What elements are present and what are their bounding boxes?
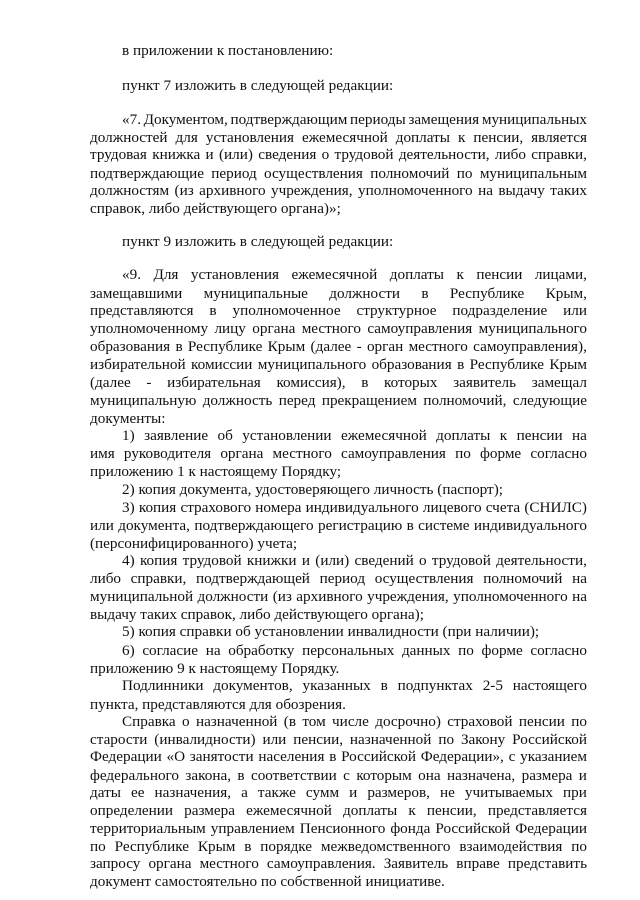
word: полномочий,: [423, 392, 507, 409]
word: ежемесячной: [302, 129, 388, 146]
text-line: [122, 266, 587, 284]
word: ежемесячной: [291, 266, 378, 283]
word: прекращением: [321, 392, 418, 409]
word: указанных: [302, 677, 371, 694]
word: лицу: [214, 320, 246, 337]
word: о: [182, 713, 190, 730]
word: муниципальным: [479, 165, 587, 182]
text-line: [90, 820, 587, 838]
word: 4): [122, 552, 135, 569]
word: или: [563, 302, 587, 319]
word: установления: [190, 266, 280, 283]
word: федерального: [90, 767, 179, 784]
word: полномочий: [370, 165, 450, 182]
text-line: приложению 9 к настоящему Порядку.: [90, 660, 340, 677]
word: том: [302, 713, 326, 730]
word: Крым: [197, 838, 236, 855]
word: по: [571, 838, 587, 855]
word: следующие: [512, 392, 587, 409]
word: таких: [550, 182, 587, 199]
text-line: [90, 855, 587, 873]
word: трудовой: [182, 552, 242, 569]
word: Российской: [341, 748, 416, 765]
word: назначенной: [195, 713, 278, 730]
word: (далее: [310, 338, 352, 355]
word: 1): [122, 427, 135, 444]
word: персональных: [302, 642, 395, 659]
word: на: [572, 427, 587, 444]
word: и: [205, 146, 214, 163]
word: в: [329, 748, 337, 765]
word: Российской: [435, 820, 511, 837]
word: образования: [90, 338, 171, 355]
word: Справка: [122, 713, 176, 730]
word: доплаты: [343, 802, 398, 819]
text-line: [90, 182, 587, 200]
word: или: [90, 517, 114, 534]
word: согласие: [142, 642, 199, 659]
word: сведений: [354, 552, 414, 569]
word: должности: [329, 285, 401, 302]
word: орган: [366, 338, 404, 355]
word: назначена,: [447, 767, 516, 784]
word: «9.: [122, 266, 141, 283]
text-line: пункт 9 изложить в следующей редакции:: [122, 233, 394, 250]
word: в: [380, 677, 388, 694]
word: по: [571, 713, 587, 730]
text-line: [122, 111, 587, 129]
word: Федерации: [90, 748, 162, 765]
word: населения: [258, 748, 325, 765]
text-line: [90, 802, 587, 820]
word: она: [418, 767, 441, 784]
word: муниципальную: [90, 392, 197, 409]
text-line: [122, 713, 587, 731]
word: Республике: [187, 338, 263, 355]
word: в: [361, 374, 369, 391]
word: подтверждающей: [196, 570, 310, 587]
word: для: [175, 129, 198, 146]
word: книжка: [152, 146, 201, 163]
word: ежемесячной: [340, 427, 427, 444]
word: (инвалидности): [154, 731, 256, 748]
word: Республике: [449, 285, 525, 302]
word: учитываемых: [464, 784, 553, 801]
word: либо: [90, 570, 122, 587]
word: самоуправления: [341, 445, 446, 462]
word: досрочно): [375, 713, 441, 730]
word: Российской: [512, 731, 587, 748]
word: -: [146, 374, 152, 391]
word: копия: [139, 552, 178, 569]
word: Пенсионного: [299, 820, 386, 837]
text-line: приложению 1 к настоящему Порядку;: [90, 463, 342, 480]
text-line: [90, 392, 587, 410]
word: системе: [418, 517, 470, 534]
text-line: [90, 445, 587, 463]
word: об: [217, 427, 233, 444]
word: местного: [408, 338, 468, 355]
word: подпунктах: [397, 677, 473, 694]
word: межведомственного: [320, 838, 451, 855]
word: ее: [130, 784, 145, 801]
word: учреждения,: [367, 588, 449, 605]
word: заявитель: [453, 374, 517, 391]
word: деятельности,: [398, 146, 490, 163]
text-line: в приложении к постановлению:: [122, 42, 334, 59]
text-line: [90, 338, 587, 356]
word: образования: [371, 356, 452, 373]
word: согласно: [530, 642, 587, 659]
word: также: [257, 784, 296, 801]
word: на: [572, 588, 587, 605]
word: определении: [90, 802, 174, 819]
word: Крым: [267, 338, 306, 355]
word: индивидуального: [473, 517, 587, 534]
word: размера: [521, 767, 573, 784]
word: трудовой: [431, 552, 491, 569]
word: местного: [301, 320, 361, 337]
word: замещал: [531, 374, 587, 391]
word: местного: [199, 855, 259, 872]
word: пенсии,: [293, 731, 344, 748]
word: (в: [283, 713, 296, 730]
word: должности: [197, 588, 269, 605]
text-line: [90, 129, 587, 147]
text-line: выдачу таких справок, либо действующего органа);: [90, 606, 424, 623]
word: порядке: [260, 838, 313, 855]
word: соответствии: [250, 767, 337, 784]
word: которым: [356, 767, 412, 784]
word: местного: [272, 445, 332, 462]
word: числе: [332, 713, 369, 730]
word: (СНИЛС): [524, 499, 587, 516]
word: установлении: [242, 427, 332, 444]
word: фонда: [390, 820, 431, 837]
word: муниципального: [257, 356, 367, 373]
text-line: [90, 517, 587, 535]
text-line: [90, 748, 587, 766]
word: номера: [255, 499, 302, 516]
word: избирательной: [90, 356, 186, 373]
word: является: [531, 129, 587, 146]
word: период: [319, 570, 366, 587]
word: -: [356, 338, 362, 355]
word: выдачу: [498, 182, 545, 199]
word: сумм: [305, 784, 340, 801]
word: на: [205, 642, 221, 659]
word: регистрацию: [318, 517, 403, 534]
word: осуществления: [374, 570, 474, 587]
word: Республике: [114, 838, 190, 855]
word: представить: [507, 855, 587, 872]
word: 3): [122, 499, 135, 516]
text-line: пункт 7 изложить в следующей редакции:: [122, 77, 394, 94]
word: а: [241, 784, 248, 801]
word: и: [578, 767, 587, 784]
word: муниципальные: [203, 285, 308, 302]
word: указанием: [520, 748, 587, 765]
word: самоуправления),: [473, 338, 587, 355]
word: представляется: [487, 802, 587, 819]
word: в: [175, 338, 183, 355]
word: доплаты: [395, 129, 450, 146]
word: архивного: [199, 182, 266, 199]
word: деятельности,: [496, 552, 587, 569]
word: документов,: [213, 677, 293, 694]
word: по: [456, 165, 473, 182]
word: пенсии: [476, 266, 523, 283]
word: настоящего: [512, 677, 587, 694]
word: документа,: [118, 517, 190, 534]
word: уполномоченного: [453, 588, 568, 605]
word: перед: [278, 392, 316, 409]
word: взаимодействия: [459, 838, 563, 855]
word: Республике: [469, 356, 545, 373]
text-line: [90, 784, 587, 802]
word: полномочий: [483, 570, 563, 587]
word: о: [419, 552, 427, 569]
word: к: [499, 427, 508, 444]
word: Крым,: [545, 285, 587, 302]
word: органа: [220, 445, 264, 462]
word: должностей: [90, 129, 168, 146]
text-line: 5) копия справки об установлении инвалидности (при наличии);: [122, 623, 540, 640]
word: назначения,: [154, 784, 232, 801]
word: страховой: [447, 713, 513, 730]
word: подразделение: [452, 302, 548, 319]
word: подтверждающим: [230, 111, 348, 128]
word: муниципального: [478, 320, 587, 337]
word: уполномоченному: [90, 320, 209, 337]
word: лицами,: [534, 266, 587, 283]
word: в: [406, 517, 414, 534]
word: данных: [401, 642, 451, 659]
word: форме: [480, 445, 522, 462]
word: самоуправления: [367, 320, 473, 337]
word: старости: [90, 731, 148, 748]
word: избирательная: [167, 374, 261, 391]
word: 2-5: [482, 677, 503, 694]
word: структурное: [356, 302, 437, 319]
word: замещения: [408, 111, 480, 128]
word: страхового: [180, 499, 252, 516]
word: по: [455, 445, 471, 462]
text-line: [90, 165, 587, 183]
word: вправе: [456, 855, 500, 872]
word: уполномоченное: [232, 302, 341, 319]
text-line: [90, 146, 587, 164]
word: пенсии: [516, 427, 563, 444]
word: архивного: [296, 588, 363, 605]
word: установления: [205, 129, 294, 146]
text-line: документ самостоятельно по собственной инициативе.: [90, 873, 445, 890]
word: муниципальной: [90, 588, 194, 605]
word: Документом,: [143, 111, 228, 128]
word: в: [457, 356, 465, 373]
text-line: пункта, представляются для обозрения.: [90, 696, 346, 713]
word: с: [343, 767, 350, 784]
word: и: [349, 784, 358, 801]
word: территориальным: [90, 820, 206, 837]
word: (из: [272, 588, 292, 605]
word: управлением: [210, 820, 295, 837]
word: самоуправления.: [266, 855, 376, 872]
word: сведения: [258, 146, 317, 163]
word: запросу: [90, 855, 141, 872]
word: к: [408, 802, 416, 819]
word: имя: [90, 445, 115, 462]
word: справки,: [130, 570, 187, 587]
word: комиссия),: [276, 374, 346, 391]
word: в: [244, 838, 252, 855]
word: органа: [148, 855, 192, 872]
word: пенсии,: [426, 802, 477, 819]
word: к: [457, 129, 466, 146]
word: органа: [252, 320, 296, 337]
word: комиссии: [191, 356, 253, 373]
word: даты: [90, 784, 121, 801]
word: лицевого: [422, 499, 482, 516]
word: по: [90, 838, 106, 855]
word: форме: [481, 642, 523, 659]
text-line: [90, 731, 587, 749]
word: счета: [485, 499, 521, 516]
word: в: [237, 767, 245, 784]
word: индивидуального: [305, 499, 419, 516]
word: Заявитель: [383, 855, 449, 872]
text-line: [90, 374, 587, 392]
word: трудовая: [90, 146, 147, 163]
word: должность: [202, 392, 273, 409]
word: обработку: [228, 642, 295, 659]
word: муниципальных: [481, 111, 587, 128]
word: подтверждающего: [194, 517, 314, 534]
word: о: [321, 146, 330, 163]
word: или: [262, 731, 287, 748]
text-line: [90, 320, 587, 338]
word: «О: [166, 748, 186, 765]
word: должностям: [90, 182, 170, 199]
text-line: [90, 356, 587, 374]
word: назначенной: [349, 731, 432, 748]
word: представляются: [90, 302, 194, 319]
word: учреждения,: [270, 182, 353, 199]
word: период: [211, 165, 257, 182]
word: книжки: [246, 552, 297, 569]
word: копия: [138, 499, 177, 516]
text-line: [90, 285, 587, 303]
word: и: [301, 552, 310, 569]
word: размеров,: [367, 784, 430, 801]
word: при: [563, 784, 587, 801]
word: с: [508, 748, 516, 765]
text-line: [122, 677, 587, 695]
word: «7.: [122, 111, 141, 128]
word: согласно: [530, 445, 587, 462]
word: размера: [184, 802, 235, 819]
text-line: [90, 767, 587, 785]
word: (или): [218, 146, 253, 163]
text-line: [122, 499, 587, 517]
word: Закону: [460, 731, 506, 748]
word: (далее: [90, 374, 131, 391]
word: доплаты: [436, 427, 491, 444]
text-line: (персонифицированного) учета;: [90, 535, 298, 552]
word: заявление: [144, 427, 209, 444]
word: периоды: [350, 111, 406, 128]
word: Федерации»,: [420, 748, 504, 765]
word: не: [440, 784, 455, 801]
word: в: [209, 302, 217, 319]
text-line: документы:: [90, 410, 166, 427]
word: в: [421, 285, 429, 302]
word: доплаты: [389, 266, 444, 283]
text-line: [90, 838, 587, 856]
text-line: [122, 552, 587, 570]
word: (из: [174, 182, 194, 199]
word: осуществления: [264, 165, 363, 182]
word: уполномоченного: [358, 182, 473, 199]
word: Для: [153, 266, 179, 283]
text-line: [122, 642, 587, 660]
word: пенсии,: [473, 129, 524, 146]
word: 6): [122, 642, 135, 659]
word: закона,: [185, 767, 231, 784]
word: Федерации: [515, 820, 587, 837]
text-line: [90, 302, 587, 320]
text-line: 2) копия документа, удостоверяющего личность (паспорт);: [122, 481, 503, 498]
word: по: [458, 642, 474, 659]
word: Подлинники: [122, 677, 204, 694]
word: Крым: [549, 356, 587, 373]
word: занятости: [189, 748, 254, 765]
word: на: [478, 182, 493, 199]
word: которых: [384, 374, 438, 391]
text-line: [90, 588, 587, 606]
word: замещавшими: [90, 285, 183, 302]
text-line: [122, 427, 587, 445]
word: либо: [494, 146, 526, 163]
word: (или): [315, 552, 350, 569]
word: справки,: [531, 146, 587, 163]
word: трудовой: [334, 146, 394, 163]
word: к: [456, 266, 464, 283]
word: подтверждающие: [90, 165, 204, 182]
word: руководителя: [123, 445, 212, 462]
text-line: [90, 570, 587, 588]
word: на: [572, 570, 587, 587]
text-line: справок, либо действующего органа)»;: [90, 200, 341, 217]
word: пенсии: [518, 713, 565, 730]
word: ежемесячной: [246, 802, 332, 819]
word: по: [438, 731, 455, 748]
